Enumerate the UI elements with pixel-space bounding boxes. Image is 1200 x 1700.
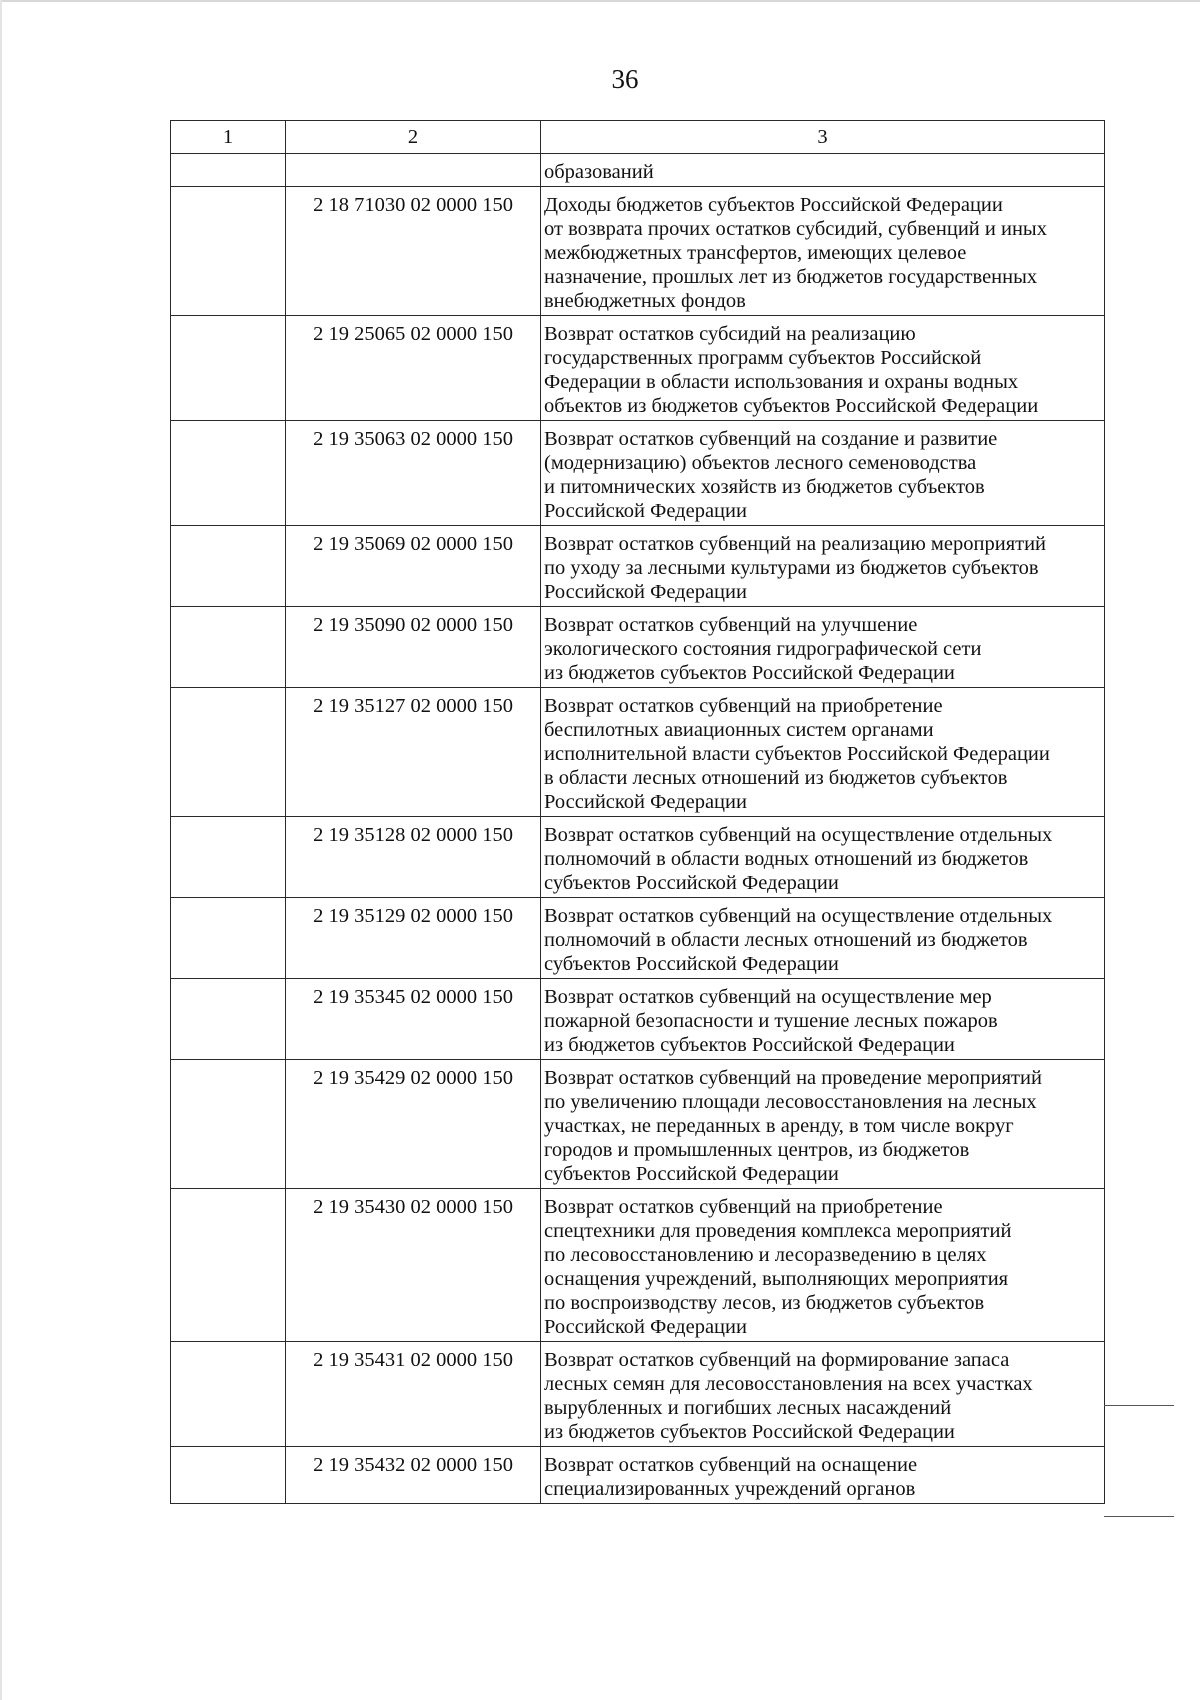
description-line: межбюджетных трансфертов, имеющих целевое: [544, 242, 967, 264]
description-cell: [541, 316, 1105, 421]
budget-code-cell: 2 19 35063 02 0000 150: [286, 421, 541, 526]
cell-col-1: [171, 607, 286, 688]
description-cell: [541, 688, 1105, 817]
description-cell: [541, 979, 1105, 1060]
budget-code-cell: [286, 154, 541, 187]
table-row: [171, 421, 1105, 526]
budget-code-cell: 2 19 35429 02 0000 150: [286, 1060, 541, 1189]
description-cell: [541, 187, 1105, 316]
description-line: Возврат остатков субвенций на проведение мероприятий: [544, 1067, 1042, 1089]
description-line: полномочий в области водных отношений из бюджетов: [544, 848, 1029, 870]
budget-code-cell: 2 18 71030 02 0000 150: [286, 187, 541, 316]
description-line: Возврат остатков субвенций на приобретение: [544, 695, 943, 717]
cell-col-1: [171, 316, 286, 421]
budget-code-cell: 2 19 35127 02 0000 150: [286, 688, 541, 817]
description-line: Возврат остатков субвенций на осуществление отдельных: [544, 824, 1053, 846]
description-line: вырубленных и погибших лесных насаждений: [544, 1397, 952, 1419]
cell-col-1: [171, 817, 286, 898]
description-cell: [541, 526, 1105, 607]
description-line: Возврат остатков субсидий на реализацию: [544, 323, 916, 345]
description-cell: [541, 1342, 1105, 1447]
cell-col-1: [171, 1447, 286, 1504]
description-line: внебюджетных фондов: [544, 290, 746, 312]
budget-codes-table: [170, 120, 1105, 1504]
description-line: Российской Федерации: [544, 791, 747, 813]
budget-code-cell: 2 19 35128 02 0000 150: [286, 817, 541, 898]
table-row: [171, 316, 1105, 421]
description-line: полномочий в области лесных отношений из бюджетов: [544, 929, 1028, 951]
cell-col-1: [171, 1342, 286, 1447]
description-line: Российской Федерации: [544, 581, 747, 603]
description-line: беспилотных авиационных систем органами: [544, 719, 934, 741]
description-line: участках, не переданных в аренду, в том числе вокруг: [544, 1115, 1014, 1137]
table-header-row: [171, 121, 1105, 154]
cell-col-1: [171, 154, 286, 187]
description-cell: [541, 1189, 1105, 1342]
description-line: субъектов Российской Федерации: [544, 953, 839, 975]
budget-code-cell: 2 19 35432 02 0000 150: [286, 1447, 541, 1504]
description-cell: [541, 1060, 1105, 1189]
budget-code-cell: 2 19 35431 02 0000 150: [286, 1342, 541, 1447]
table-row: [171, 688, 1105, 817]
description-line: лесных семян для лесовосстановления на всех участках: [544, 1373, 1033, 1395]
cell-col-1: [171, 1189, 286, 1342]
description-line: Возврат остатков субвенций на реализацию мероприятий: [544, 533, 1047, 555]
description-line: Российской Федерации: [544, 1316, 747, 1338]
description-line: Возврат остатков субвенций на осуществление отдельных: [544, 905, 1053, 927]
description-line: Возврат остатков субвенций на создание и развитие: [544, 428, 998, 450]
description-line: Возврат остатков субвенций на осуществление мер: [544, 986, 992, 1008]
cell-col-1: [171, 1060, 286, 1189]
description-line: образований: [544, 161, 654, 183]
table-row: [171, 979, 1105, 1060]
table-row: [171, 1447, 1105, 1504]
page-number: 36: [611, 64, 639, 94]
table-row: [171, 187, 1105, 316]
description-line: и питомнических хозяйств из бюджетов субъектов: [544, 476, 985, 498]
header-cell-col-2: 2: [286, 121, 541, 154]
description-line: из бюджетов субъектов Российской Федерации: [544, 662, 955, 684]
cell-col-1: [171, 898, 286, 979]
description-line: пожарной безопасности и тушение лесных пожаров: [544, 1010, 998, 1032]
description-cell: [541, 421, 1105, 526]
table-row: [171, 1189, 1105, 1342]
description-line: (модернизацию) объектов лесного семеноводства: [544, 452, 977, 474]
table-row: [171, 817, 1105, 898]
description-cell: [541, 154, 1105, 187]
description-line: Российской Федерации: [544, 500, 747, 522]
description-line: от возврата прочих остатков субсидий, субвенций и иных: [544, 218, 1047, 240]
description-cell: [541, 607, 1105, 688]
description-line: оснащения учреждений, выполняющих мероприятия: [544, 1268, 1009, 1290]
description-line: по уходу за лесными культурами из бюджетов субъектов: [544, 557, 1039, 579]
description-line: государственных программ субъектов Российской: [544, 347, 982, 369]
description-line: Федерации в области использования и охраны водных: [544, 371, 1019, 393]
description-cell: [541, 898, 1105, 979]
table-row: [171, 154, 1105, 187]
header-cell-col-3: 3: [541, 121, 1105, 154]
scan-artifact-line: [1104, 1516, 1174, 1517]
budget-code-cell: 2 19 35430 02 0000 150: [286, 1189, 541, 1342]
table-row: [171, 898, 1105, 979]
description-line: городов и промышленных центров, из бюджетов: [544, 1139, 970, 1161]
description-line: по лесовосстановлению и лесоразведению в целях: [544, 1244, 987, 1266]
description-cell: [541, 817, 1105, 898]
description-line: в области лесных отношений из бюджетов субъектов: [544, 767, 1008, 789]
description-line: субъектов Российской Федерации: [544, 1163, 839, 1185]
header-cell-col-1: 1: [171, 121, 286, 154]
cell-col-1: [171, 979, 286, 1060]
table-row: [171, 607, 1105, 688]
table-row: [171, 526, 1105, 607]
scan-edge-top: [0, 0, 1200, 2]
description-line: субъектов Российской Федерации: [544, 872, 839, 894]
budget-code-cell: 2 19 35090 02 0000 150: [286, 607, 541, 688]
table-row: [171, 1060, 1105, 1189]
description-line: объектов из бюджетов субъектов Российской Федерации: [544, 395, 1039, 417]
table-row: [171, 1342, 1105, 1447]
description-line: назначение, прошлых лет из бюджетов государственных: [544, 266, 1038, 288]
cell-col-1: [171, 421, 286, 526]
description-line: Возврат остатков субвенций на приобретение: [544, 1196, 943, 1218]
description-line: спецтехники для проведения комплекса мероприятий: [544, 1220, 1012, 1242]
description-line: Возврат остатков субвенций на формирование запаса: [544, 1349, 1010, 1371]
description-line: экологического состояния гидрографической сети: [544, 638, 982, 660]
description-line: Возврат остатков субвенций на улучшение: [544, 614, 918, 636]
description-line: по увеличению площади лесовосстановления на лесных: [544, 1091, 1037, 1113]
budget-code-cell: 2 19 35069 02 0000 150: [286, 526, 541, 607]
cell-col-1: [171, 187, 286, 316]
budget-code-cell: 2 19 25065 02 0000 150: [286, 316, 541, 421]
scan-artifact-line: [1104, 1405, 1174, 1406]
cell-col-1: [171, 526, 286, 607]
description-line: из бюджетов субъектов Российской Федерации: [544, 1034, 955, 1056]
description-line: Доходы бюджетов субъектов Российской Федерации: [544, 194, 1003, 216]
description-line: из бюджетов субъектов Российской Федерации: [544, 1421, 955, 1443]
table-body: [171, 121, 1105, 1504]
description-line: исполнительной власти субъектов Российской Федерации: [544, 743, 1050, 765]
budget-code-cell: 2 19 35129 02 0000 150: [286, 898, 541, 979]
cell-col-1: [171, 688, 286, 817]
description-line: по воспроизводству лесов, из бюджетов субъектов: [544, 1292, 985, 1314]
description-line: Возврат остатков субвенций на оснащение: [544, 1454, 918, 1476]
budget-code-cell: 2 19 35345 02 0000 150: [286, 979, 541, 1060]
description-cell: [541, 1447, 1105, 1504]
scan-edge-left: [0, 0, 2, 1700]
description-line: специализированных учреждений органов: [544, 1478, 916, 1500]
